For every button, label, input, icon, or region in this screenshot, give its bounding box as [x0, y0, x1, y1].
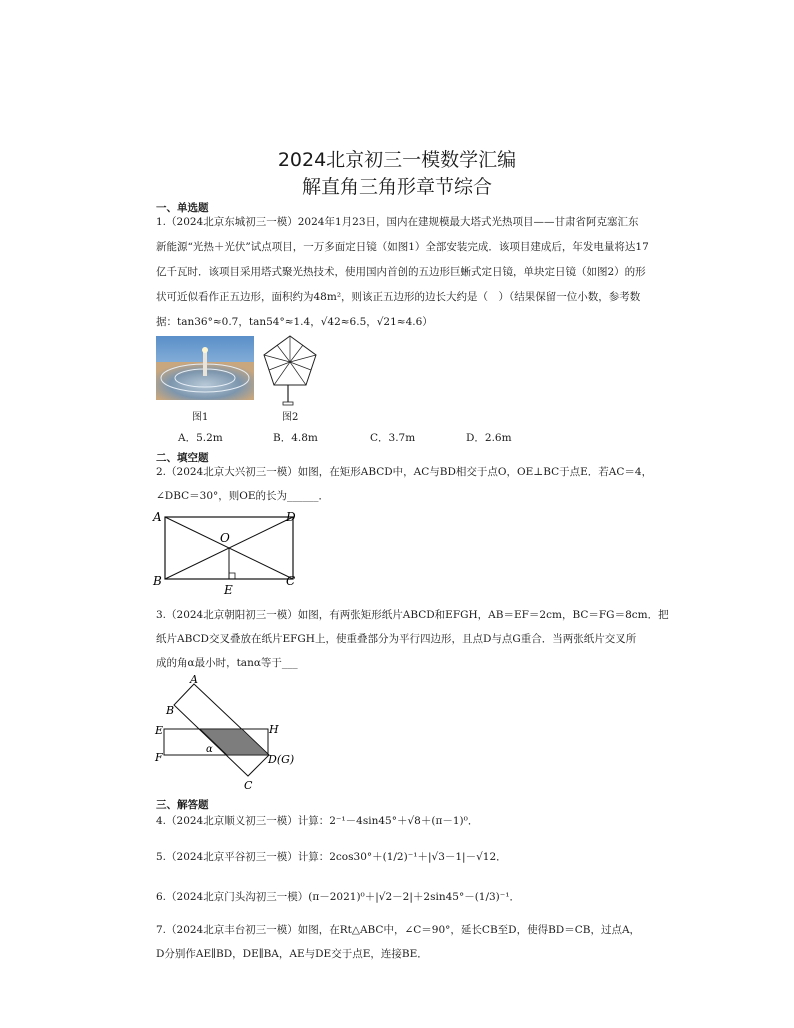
section-answer: 三、解答题 [156, 799, 209, 811]
pentagon-heliostat-diagram [258, 330, 322, 410]
q1-line-4: 状可近似看作正五边形，面积约为48m²，则该正五边形的边长大约是（ ）（结果保留一位小数，参考数 [156, 291, 641, 303]
q3-line-3: 成的角α最小时，tanα等于___ [156, 657, 298, 669]
overlapping-rectangles-diagram [150, 672, 300, 794]
rectangle-abcd-diagram [150, 505, 310, 597]
q2-label-e: E [224, 583, 233, 597]
q7-line-2: D分别作AE∥BD，DE∥BA，AE与DE交于点E，连接BE． [156, 948, 428, 960]
q2-label-b: B [153, 574, 162, 588]
q2-line-1: 2.（2024北京大兴初三一模）如图，在矩形ABCD中，AC与BD相交于点O，OE⊥BC于点E．若AC＝4， [156, 466, 653, 478]
q1-line-1: 1.（2024北京东城初三一模）2024年1月23日，国内在建规模最大塔式光热项目——甘肃省阿克塞汇东 [156, 216, 639, 228]
q1-option-a: A．5.2m [178, 432, 223, 444]
page-title: 2024北京初三一模数学汇编 [277, 149, 517, 171]
q4-line: 4.（2024北京顺义初三一模）计算：2⁻¹－4sin45°＋√8＋(π－1)⁰． [156, 815, 479, 827]
q5-line: 5.（2024北京平谷初三一模）计算：2cos30°＋(1/2)⁻¹＋|√3－1|－√12． [156, 851, 507, 863]
figure-1-caption: 图1 [192, 412, 209, 423]
q1-option-d: D．2.6m [466, 432, 512, 444]
solar-field-photo [156, 336, 254, 400]
figure-2-caption: 图2 [282, 412, 299, 423]
q1-line-3: 亿千瓦时．该项目采用塔式聚光热技术，使用国内首创的五边形巨蜥式定日镜，单块定日镜（如图2）的形 [156, 266, 646, 278]
section-fill-blank: 二、填空题 [156, 452, 209, 464]
q3-line-2: 纸片ABCD交叉叠放在纸片EFGH上，使重叠部分为平行四边形，且点D与点G重合．当两张纸片交叉所 [156, 633, 637, 645]
q3-label-a: A [190, 673, 198, 686]
q1-line-5: 据：tan36°≈0.7，tan54°≈1.4，√42≈6.5，√21≈4.6） [156, 316, 433, 328]
q3-label-alpha: α [206, 744, 213, 755]
q2-label-o: O [220, 531, 230, 545]
q7-line-1: 7.（2024北京丰台初三一模）如图，在Rt△ABC中，∠C＝90°，延长CB至D，使得BD＝CB，过点A， [156, 924, 641, 936]
q3-label-b: B [166, 704, 175, 717]
q1-line-2: 新能源“光热＋光伏”试点项目，一万多面定日镜（如图1）全部安装完成．该项目建成后，年发电量将达17 [156, 241, 649, 253]
page-subtitle: 解直角三角形章节综合 [301, 176, 492, 198]
q2-label-a: A [153, 510, 162, 524]
q2-label-c: C [286, 574, 296, 588]
section-single-choice: 一、单选题 [156, 202, 209, 214]
q3-line-1: 3.（2024北京朝阳初三一模）如图，有两张矩形纸片ABCD和EFGH，AB＝EF＝2cm，BC＝FG＝8cm．把 [156, 609, 669, 621]
q3-label-e: E [155, 724, 164, 737]
q1-option-c: C．3.7m [370, 432, 416, 444]
q3-label-c: C [244, 779, 253, 792]
q2-label-d: D [286, 510, 296, 524]
q3-label-f: F [155, 751, 163, 764]
q2-line-2: ∠DBC＝30°，则OE的长为______． [156, 490, 330, 502]
q6-line: 6.（2024北京门头沟初三一模）(π－2021)⁰＋|√2－2|＋2sin45°－(1/3)⁻¹． [156, 891, 521, 903]
q3-label-dg: D(G) [268, 753, 295, 766]
q1-option-b: B．4.8m [273, 432, 318, 444]
q3-label-h: H [269, 723, 279, 736]
